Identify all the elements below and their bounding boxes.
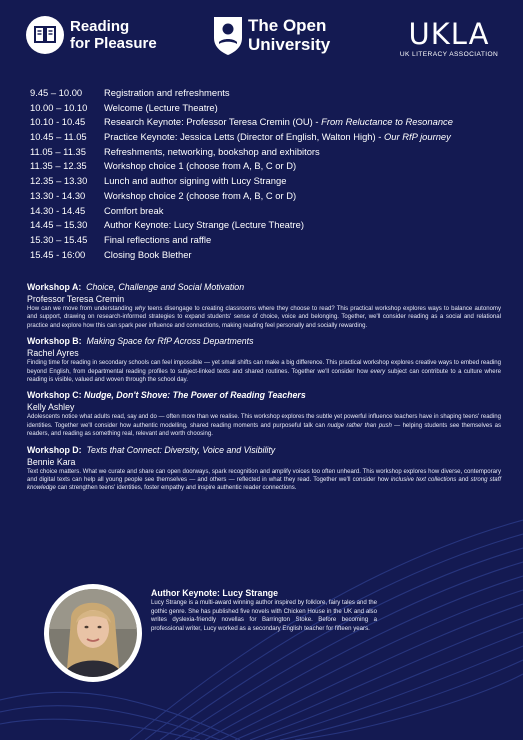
schedule-item: Final reflections and raffle xyxy=(104,233,212,245)
workshop-title: Workshop C: Nudge, Don't Shove: The Power of Reading Teachers xyxy=(27,390,306,401)
schedule-item: Workshop choice 1 (choose from A, B, C or D) xyxy=(104,160,297,172)
schedule-item: Welcome (Lecture Theatre) xyxy=(104,101,218,113)
ou-line-2: University xyxy=(248,35,331,54)
ou-line-1: The Open xyxy=(248,16,327,35)
shield-icon xyxy=(213,16,243,56)
schedule-item: Registration and refreshments xyxy=(104,87,230,98)
schedule-time: 11.05 – 11.35 xyxy=(30,145,86,157)
workshop-description: Text choice matters. What we curate and share can open doorways, spark recognition and amplify voices too often unheard. This workshop explores how diverse, contemporary and digital texts can help all young people see themselves — and others — reflected in what they read. Together we'll consider how inclusive text collections and strong staff knowledge can strengthen teens' identities, foster empathy and inspire authentic reader connections. xyxy=(27,468,502,492)
keynote-talk-title: Our RfP journey xyxy=(383,131,451,143)
workshop-title: Workshop D: Texts that Connect: Diversity, Voice and Visibility xyxy=(27,444,276,455)
workshop-description: Adolescents notice what adults read, say and do — often more than we realise. This workshop explores the subtle yet powerful influence teachers have in shaping teens' reading identities. Together we'll consider how authentic modelling, shared reading moments and purposeful talk can nudge rather than push — helping students see themselves as readers, and reading as something real, relevant and worth choosing. xyxy=(27,414,501,438)
schedule-row xyxy=(30,248,500,263)
schedule-item: Practice Keynote: Jessica Letts (Director of English, Walton High) - Our RfP journey xyxy=(104,131,451,143)
schedule-row xyxy=(30,86,500,101)
schedule-row xyxy=(30,101,500,116)
schedule-row xyxy=(30,174,500,189)
rfp-line-1: Reading xyxy=(70,18,130,35)
schedule-item: Author Keynote: Lucy Strange (Lecture Theatre) xyxy=(104,219,304,231)
schedule-time: 10.10 - 10.45 xyxy=(30,116,86,128)
schedule-row xyxy=(30,218,500,233)
schedule-time: 9.45 – 10.00 xyxy=(30,87,83,98)
author-portrait-icon xyxy=(49,589,137,677)
workshop-d xyxy=(27,445,501,493)
author-bio: Lucy Strange is a multi-award winning author inspired by folklore, fairy tales and the gothic genre. She has published five novels with Chicken House in the UK and also writes dyslexia-friendly novellas for Barrington Stoke. Before becoming a professional writer, Lucy worked as a secondary English teacher for fifteen years. xyxy=(151,599,377,632)
author-keynote-title: Author Keynote: Lucy Strange xyxy=(151,588,279,598)
workshop-leader: Bennie Kara xyxy=(27,456,76,467)
rfp-line-2: for Pleasure xyxy=(70,35,157,52)
schedule-time: 11.35 – 12.35 xyxy=(30,160,87,172)
schedule-item: Lunch and author signing with Lucy Strange xyxy=(104,175,287,187)
schedule-item: Refreshments, networking, bookshop and exhibitors xyxy=(104,145,320,157)
schedule-row xyxy=(30,189,500,204)
ukla-logo xyxy=(393,18,505,64)
reading-for-pleasure-logo xyxy=(26,16,176,60)
schedule-item: Comfort break xyxy=(104,204,164,216)
header-logos xyxy=(0,10,523,66)
schedule-item: Research Keynote: Professor Teresa Cremin (OU) - From Reluctance to Resonance xyxy=(104,116,453,128)
workshop-leader: Professor Teresa Cremin xyxy=(27,294,125,304)
schedule-time: 14.45 – 15.30 xyxy=(30,219,88,231)
workshop-title: Workshop A: Choice, Challenge and Social Motivation xyxy=(27,282,245,292)
workshop-b xyxy=(27,336,501,384)
schedule-time: 13.30 - 14.30 xyxy=(30,189,86,201)
rfp-badge xyxy=(26,16,64,54)
workshop-leader: Kelly Ashley xyxy=(27,402,75,413)
keynote-talk-title: From Reluctance to Resonance xyxy=(321,116,453,128)
schedule-time: 12.35 – 13.30 xyxy=(30,175,88,187)
ukla-wordmark: UKLA xyxy=(408,17,490,51)
schedule xyxy=(30,86,500,262)
schedule-time: 10.00 – 10.10 xyxy=(30,101,88,113)
schedule-time: 14.30 - 14.45 xyxy=(30,204,86,216)
schedule-row xyxy=(30,130,500,145)
workshops xyxy=(27,282,501,499)
author-bio-block xyxy=(151,588,377,633)
schedule-row xyxy=(30,115,500,130)
workshop-description: How can we move from understanding why teens disengage to creating classrooms where they choose to read? This practical workshop explores ways to balance autonomy and support, drawing on research-informed strategies to expand students' sense of choice, voice and belonging. Together, we'll consider reading as a social and relational practice and explore how this can spark peer influence and connections, making reading feel personally and socially rewarding. xyxy=(27,306,501,329)
schedule-item: Closing Book Blether xyxy=(104,248,192,260)
author-photo xyxy=(44,584,142,682)
workshop-leader: Rachel Ayres xyxy=(27,348,79,359)
book-icon xyxy=(26,16,64,54)
ou-wordmark xyxy=(248,16,330,54)
schedule-row xyxy=(30,233,500,248)
schedule-time: 15.45 - 16:00 xyxy=(30,248,86,260)
rfp-wordmark xyxy=(70,18,157,52)
schedule-time: 15.30 – 15.45 xyxy=(30,233,88,245)
schedule-row xyxy=(30,204,500,219)
schedule-item: Workshop choice 2 (choose from A, B, C or D) xyxy=(104,189,297,201)
workshop-c xyxy=(27,390,501,438)
workshop-a xyxy=(27,282,501,330)
schedule-row xyxy=(30,145,500,160)
schedule-time: 10.45 – 11.05 xyxy=(30,131,87,143)
author-keynote xyxy=(40,582,510,692)
open-university-logo xyxy=(213,16,333,62)
workshop-title: Workshop B: Making Space for RfP Across Departments xyxy=(27,336,254,347)
workshop-description: Finding time for reading in secondary schools can feel impossible — yet small shifts can make a big difference. This practical workshop explores creative ways to embed reading beyond English, from departmental reading profiles to subject-linked texts and shared routines. Together we'll consider how every subject can contribute to a culture where reading is visible, valued and woven through the school day. xyxy=(27,360,501,384)
schedule-row xyxy=(30,159,500,174)
ukla-subtitle: UK LITERACY ASSOCIATION xyxy=(399,51,499,58)
